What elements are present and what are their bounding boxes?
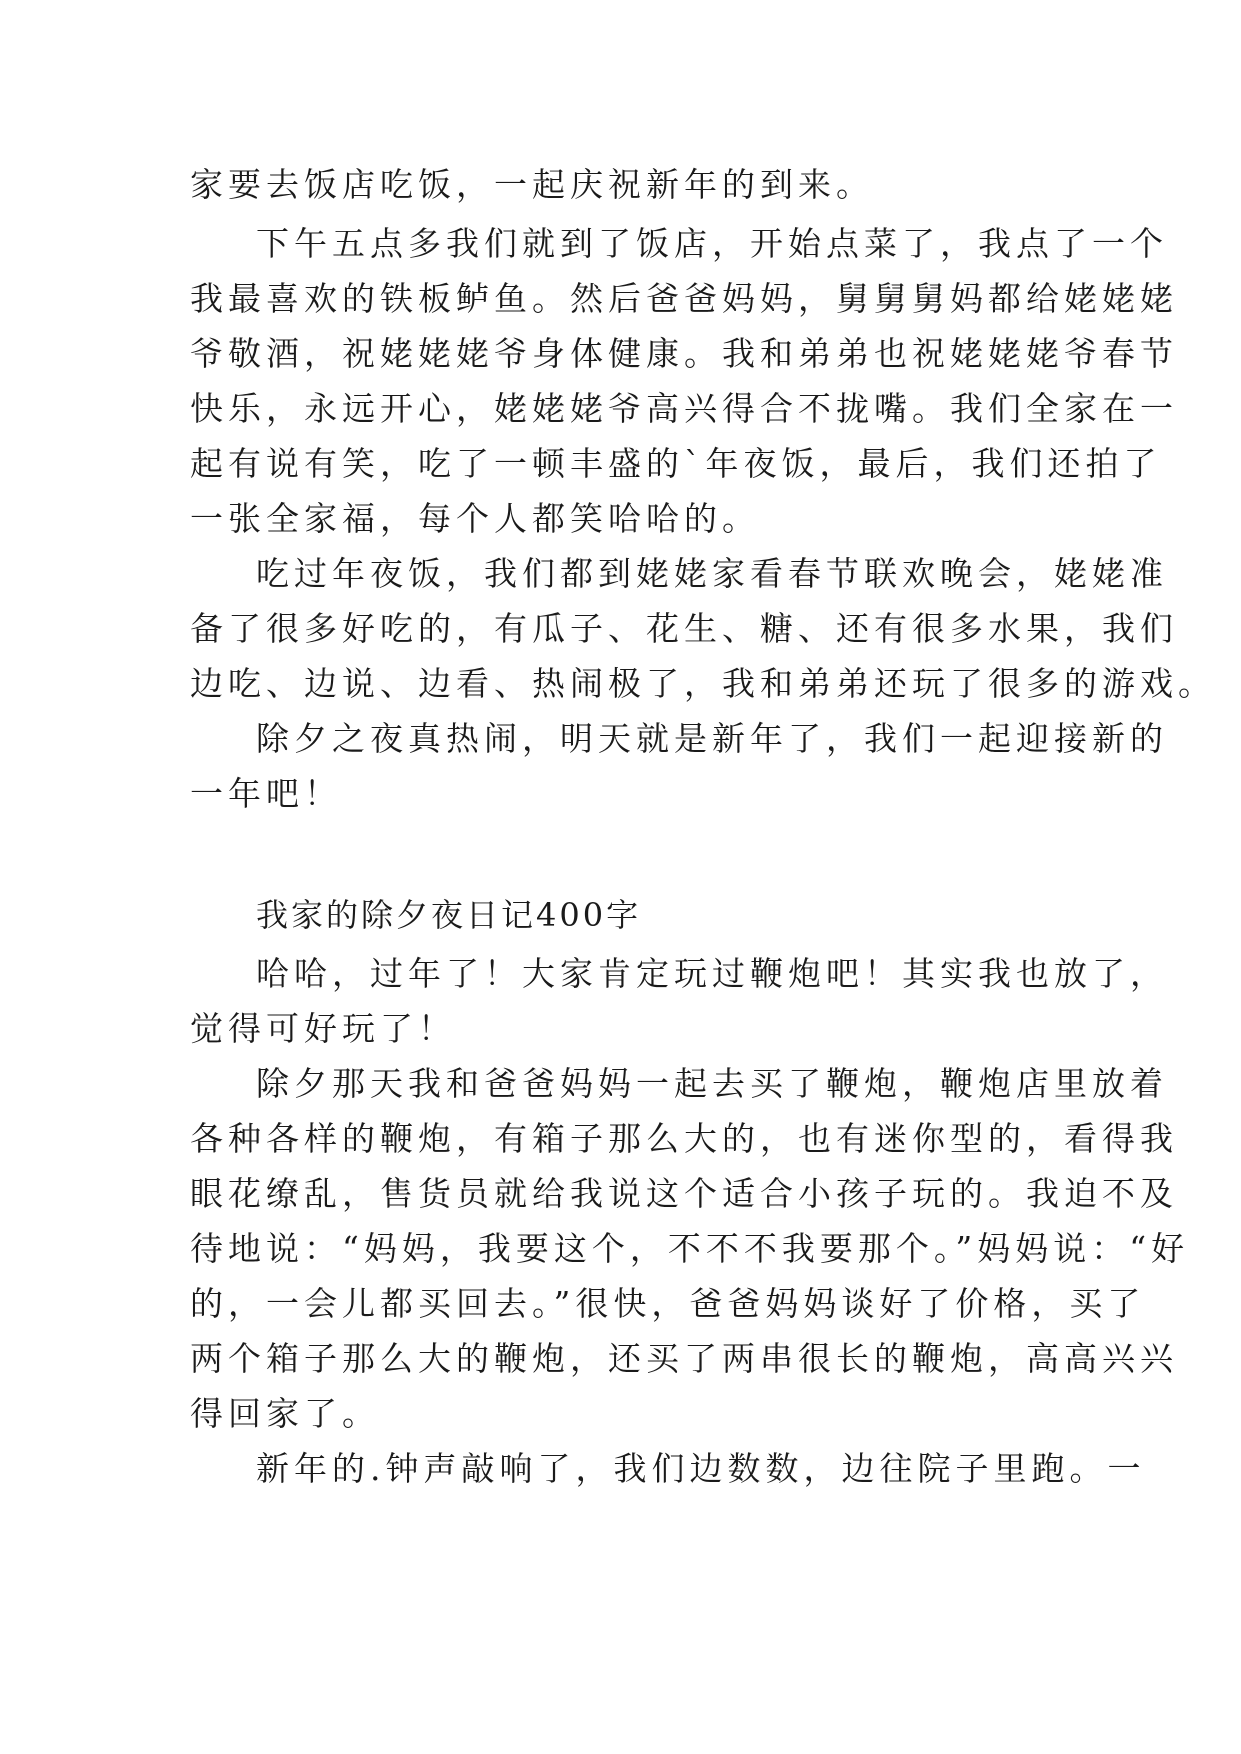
- text-line: 新年的.钟声敲响了，我们边数数，边往院子里跑。一: [256, 1449, 1146, 1488]
- text-line: 一年吧！: [190, 774, 342, 813]
- text-line: 的，一会儿都买回去。”很快，爸爸妈妈谈好了价格，买了: [190, 1284, 1146, 1323]
- text-line: 除夕那天我和爸爸妈妈一起去买了鞭炮，鞭炮店里放着: [256, 1064, 1168, 1103]
- text-line: 边吃、边说、边看、热闹极了，我和弟弟还玩了很多的游戏。: [190, 664, 1216, 703]
- text-line: 起有说有笑，吃了一顿丰盛的`年夜饭，最后，我们还拍了: [190, 444, 1162, 483]
- text-line: 得回家了。: [190, 1394, 380, 1433]
- text-line: 哈哈，过年了！大家肯定玩过鞭炮吧！其实我也放了，: [256, 954, 1168, 993]
- text-line: 眼花缭乱，售货员就给我说这个适合小孩子玩的。我迫不及: [190, 1174, 1178, 1213]
- text-line: 一张全家福，每个人都笑哈哈的。: [190, 499, 760, 538]
- text-line: 觉得可好玩了！: [190, 1009, 456, 1048]
- text-line: 两个箱子那么大的鞭炮，还买了两串很长的鞭炮，高高兴兴: [190, 1339, 1178, 1378]
- text-line: 爷敬酒，祝姥姥姥爷身体健康。我和弟弟也祝姥姥姥爷春节: [190, 334, 1178, 373]
- text-line: 下午五点多我们就到了饭店，开始点菜了，我点了一个: [256, 224, 1168, 263]
- section-title: 我家的除夕夜日记400字: [256, 896, 642, 934]
- text-line: 我最喜欢的铁板鲈鱼。然后爸爸妈妈，舅舅舅妈都给姥姥姥: [190, 279, 1178, 318]
- text-line: 待地说：“妈妈，我要这个，不不不我要那个。”妈妈说：“好: [190, 1229, 1190, 1268]
- text-line: 家要去饭店吃饭，一起庆祝新年的到来。: [190, 165, 874, 204]
- text-line: 快乐，永远开心，姥姥姥爷高兴得合不拢嘴。我们全家在一: [190, 389, 1178, 428]
- text-line: 备了很多好吃的，有瓜子、花生、糖、还有很多水果，我们: [190, 609, 1178, 648]
- text-line: 吃过年夜饭，我们都到姥姥家看春节联欢晚会，姥姥准: [256, 554, 1168, 593]
- text-line: 除夕之夜真热闹，明天就是新年了，我们一起迎接新的: [256, 719, 1168, 758]
- text-line: 各种各样的鞭炮，有箱子那么大的，也有迷你型的，看得我: [190, 1119, 1178, 1158]
